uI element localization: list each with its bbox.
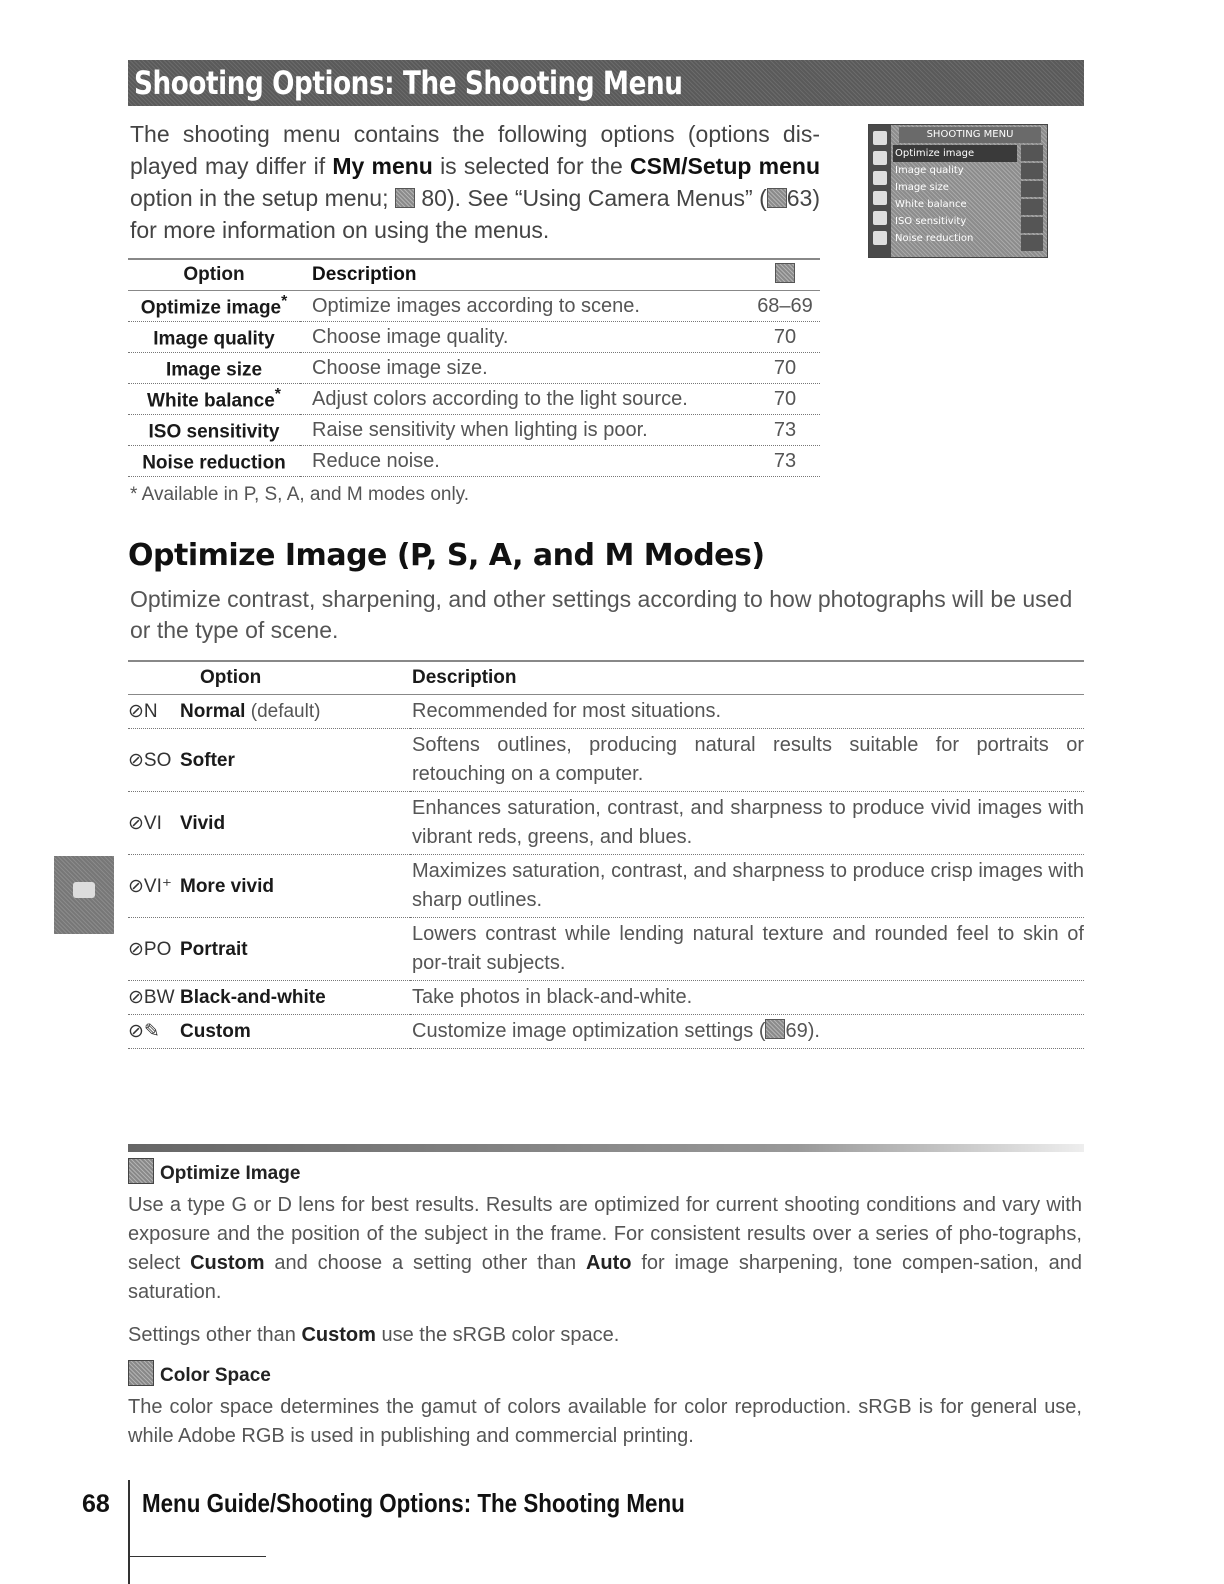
option-name: Black-and-white bbox=[180, 987, 326, 1008]
option-name: More vivid bbox=[180, 875, 274, 897]
option-code: ⊘PO bbox=[128, 938, 172, 960]
page-ref-icon bbox=[765, 1019, 785, 1039]
title-banner bbox=[128, 60, 1084, 106]
page-number: 68 bbox=[82, 1490, 110, 1518]
note-color-space bbox=[128, 1360, 1082, 1451]
page-number: 70 bbox=[750, 384, 820, 415]
page-number: 73 bbox=[750, 415, 820, 446]
option-name: Normal bbox=[180, 701, 246, 722]
option-name: White balance bbox=[147, 390, 275, 412]
intro-bold-csm-setup: CSM/Setup menu bbox=[630, 153, 820, 179]
intro-text: option in the setup menu; bbox=[130, 185, 395, 211]
note-paragraph bbox=[128, 1321, 1082, 1350]
option-description: Maximizes saturation, contrast, and sharpness to produce crisp images with sharp outlines. bbox=[410, 855, 1084, 918]
note-heading bbox=[128, 1360, 1082, 1387]
note-paragraph bbox=[128, 1191, 1082, 1307]
table-row bbox=[128, 322, 820, 353]
camera-menu-sidebar bbox=[869, 125, 891, 257]
option-description: Lowers contrast while lending natural texture and rounded feel to skin of por-trait subjects. bbox=[410, 918, 1084, 981]
note-text: Use a type G or D lens for best results. Results are optimized for current shooting conditions and vary with exposure and the position of the subject in the frame. For consistent results over a series of pho-tographs, select bbox=[128, 1194, 1082, 1274]
option-description: Raise sensitivity when lighting is poor. bbox=[300, 415, 750, 446]
intro-paragraph bbox=[130, 118, 820, 246]
note-icon bbox=[128, 1360, 154, 1386]
option-name: Softer bbox=[180, 749, 235, 771]
section-side-tab bbox=[54, 856, 114, 934]
table-row bbox=[128, 792, 1084, 855]
camera-menu-item: Optimize image bbox=[893, 145, 1017, 162]
shooting-menu-table bbox=[128, 258, 820, 477]
intro-text: 63) for more information on using the menus. bbox=[130, 185, 820, 243]
column-header-description: Description bbox=[300, 259, 750, 291]
page-title: Shooting Options: The Shooting Menu bbox=[134, 64, 683, 102]
column-header-option: Option bbox=[128, 661, 410, 695]
option-code: ⊘N bbox=[128, 701, 158, 722]
option-description bbox=[410, 1015, 1084, 1049]
note-bold: Custom bbox=[301, 1324, 376, 1346]
option-name: Image quality bbox=[153, 328, 275, 350]
note-heading bbox=[128, 1158, 1082, 1185]
footnote-mark: * bbox=[274, 385, 281, 403]
column-header-page bbox=[750, 259, 820, 291]
camera-menu-title: SHOOTING MENU bbox=[899, 127, 1041, 143]
page-ref-icon bbox=[775, 263, 795, 283]
intro-text: The shooting menu contains the following options (options dis-played may differ if bbox=[130, 121, 820, 179]
option-code: ⊘✎ bbox=[128, 1021, 160, 1042]
running-footer-title: Menu Guide/Shooting Options: The Shooting Menu bbox=[142, 1488, 685, 1518]
table-row bbox=[128, 446, 820, 477]
option-name: Optimize image bbox=[140, 297, 282, 319]
option-code: ⊘VI bbox=[128, 812, 162, 834]
note-bold: Auto bbox=[585, 1252, 632, 1274]
option-description: Adjust colors according to the light source. bbox=[300, 384, 750, 415]
page-ref-icon bbox=[395, 188, 415, 208]
table-row bbox=[128, 415, 820, 446]
note-icon bbox=[128, 1158, 154, 1184]
camera-menu-screenshot bbox=[868, 124, 1048, 258]
page-number: 68–69 bbox=[750, 291, 820, 322]
note-divider-bar bbox=[128, 1144, 1084, 1152]
option-default: (default) bbox=[245, 701, 321, 722]
page-number: 70 bbox=[750, 322, 820, 353]
footer-rule bbox=[128, 1480, 130, 1584]
option-code: ⊘VI⁺ bbox=[128, 875, 172, 897]
camera-menu-item: Noise reduction bbox=[895, 233, 974, 244]
option-code: ⊘SO bbox=[128, 749, 172, 771]
optimize-image-table bbox=[128, 660, 1084, 1049]
column-header-description: Description bbox=[410, 661, 1084, 695]
intro-text: 80). See “Using Camera Menus” ( bbox=[414, 185, 767, 211]
note-text: Settings other than bbox=[128, 1324, 302, 1346]
camera-menu-list bbox=[893, 145, 1017, 247]
table-row bbox=[128, 855, 1084, 918]
description-text: 69). bbox=[785, 1020, 820, 1042]
page-number: 70 bbox=[750, 353, 820, 384]
option-code: ⊘BW bbox=[128, 987, 175, 1008]
table-row bbox=[128, 291, 820, 322]
table-row bbox=[128, 353, 820, 384]
page-number: 73 bbox=[750, 446, 820, 477]
description-text: Customize image optimization settings ( bbox=[412, 1020, 766, 1042]
camera-menu-item: Image size bbox=[895, 182, 949, 193]
page-ref-icon bbox=[767, 188, 787, 208]
option-name: Custom bbox=[180, 1021, 251, 1042]
option-description: Choose image quality. bbox=[300, 322, 750, 353]
table-row bbox=[128, 384, 820, 415]
note-optimize-image bbox=[128, 1158, 1082, 1350]
footnote-mark: * bbox=[281, 292, 288, 310]
section-heading: Optimize Image (P, S, A, and M Modes) bbox=[128, 538, 765, 573]
intro-text: is selected for the bbox=[432, 153, 631, 179]
camera-menu-item: ISO sensitivity bbox=[895, 216, 967, 227]
option-description: Enhances saturation, contrast, and sharpness to produce vivid images with vibrant reds, greens, and blues. bbox=[410, 792, 1084, 855]
option-name: Portrait bbox=[180, 938, 248, 960]
camera-menu-item: White balance bbox=[895, 199, 967, 210]
table-row bbox=[128, 1015, 1084, 1049]
camera-menu-values bbox=[1021, 145, 1043, 253]
option-description: Optimize images according to scene. bbox=[300, 291, 750, 322]
note-text: and choose a setting other than bbox=[264, 1252, 586, 1274]
option-description: Recommended for most situations. bbox=[410, 695, 1084, 729]
intro-bold-my-menu: My menu bbox=[332, 153, 433, 179]
camera-menu-item: Image quality bbox=[895, 165, 964, 176]
option-description: Choose image size. bbox=[300, 353, 750, 384]
note-title: Optimize Image bbox=[160, 1163, 301, 1184]
option-description: Take photos in black-and-white. bbox=[410, 981, 1084, 1015]
option-description: Reduce noise. bbox=[300, 446, 750, 477]
table-row bbox=[128, 981, 1084, 1015]
note-title: Color Space bbox=[160, 1365, 271, 1386]
table-row bbox=[128, 918, 1084, 981]
option-name: Noise reduction bbox=[142, 452, 286, 474]
camera-icon bbox=[73, 882, 95, 898]
option-description: Softens outlines, producing natural results suitable for portraits or retouching on a computer. bbox=[410, 729, 1084, 792]
column-header-option: Option bbox=[128, 259, 300, 291]
option-name: Vivid bbox=[180, 812, 226, 834]
table-row bbox=[128, 729, 1084, 792]
note-text: use the sRGB color space. bbox=[375, 1324, 620, 1346]
option-name: ISO sensitivity bbox=[148, 421, 280, 443]
section-intro: Optimize contrast, sharpening, and other settings according to how photographs will be used or the type of scene. bbox=[130, 586, 1073, 643]
table-row bbox=[128, 695, 1084, 729]
note-paragraph: The color space determines the gamut of colors available for color reproduction. sRGB is for general use, while Adobe RGB is used in publishing and commercial printing. bbox=[128, 1396, 1082, 1447]
option-name: Image size bbox=[165, 359, 263, 381]
table-footnote: * Available in P, S, A, and M modes only. bbox=[130, 484, 470, 505]
note-bold: Custom bbox=[190, 1252, 265, 1274]
note-text: for image sharpening, tone compen-sation, and saturation. bbox=[128, 1252, 1082, 1303]
footer-underline bbox=[128, 1556, 266, 1557]
